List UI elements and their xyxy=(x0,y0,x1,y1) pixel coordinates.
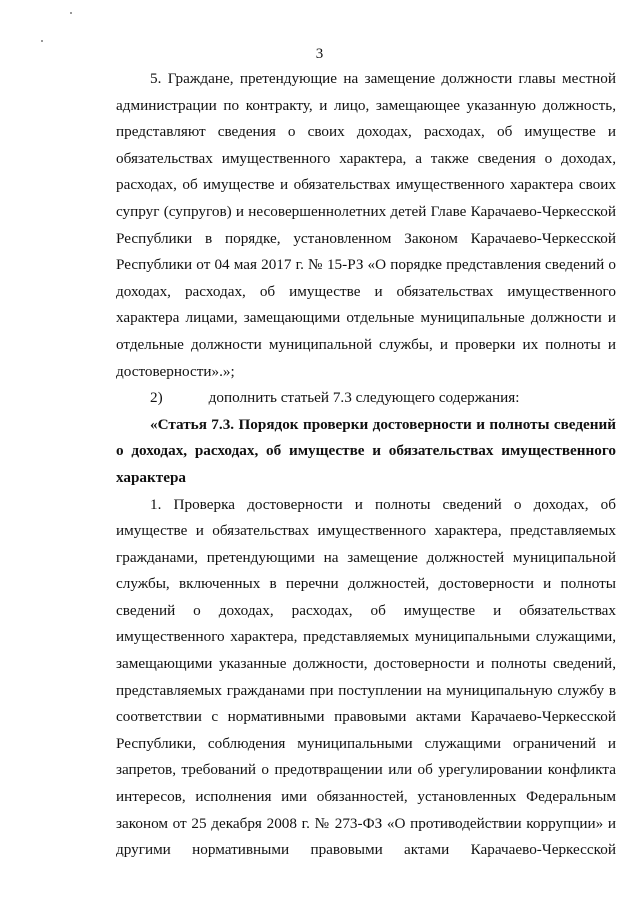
article-heading-line: «Статья 7.3. Порядок проверки достоверности и полноты сведений xyxy=(150,415,616,433)
para5-line: администрации по контракту, и лицо, замещающее указанную должность, xyxy=(116,96,616,114)
para5-line: 5. Граждане, претендующие на замещение должности главы местной xyxy=(150,70,616,87)
item2-text: дополнить статьей 7.3 следующего содержания: xyxy=(208,389,520,407)
para1-line: законом от 25 декабря 2008 г. № 273-ФЗ «О противодействии коррупции» и xyxy=(116,814,616,832)
para1-line: представляемых гражданами при поступлении на муниципальную службу в xyxy=(116,681,616,699)
para5-line: расходах, об имуществе и обязательствах имущественного характера своих xyxy=(116,176,616,194)
para5-line: представляют сведения о своих доходах, расходах, об имуществе и xyxy=(116,123,616,141)
article-heading-line: характера xyxy=(116,468,187,486)
scan-speck xyxy=(41,40,43,42)
para5-line: отдельные должности муниципальной службы, и проверки их полноты и xyxy=(116,335,616,353)
para1-line: 1. Проверка достоверности и полноты сведений о доходах, об xyxy=(150,495,616,513)
para1-line: имущественного характера, представляемых муниципальными служащими, xyxy=(116,628,616,646)
document-body xyxy=(116,66,616,864)
para1-line: сведений о доходах, расходах, об имуществе и обязательствах xyxy=(116,601,616,619)
scan-speck xyxy=(70,12,72,14)
page-number: 3 xyxy=(315,46,324,62)
para1-line: Республики, соблюдения муниципальными служащими ограничений и xyxy=(116,734,616,752)
para1-line: замещающими указанные должности, достоверности и полноты сведений, xyxy=(116,655,616,673)
article-heading-line: о доходах, расходах, об имуществе и обязательствах имущественного xyxy=(116,442,616,460)
item2 xyxy=(116,385,616,412)
item2-number: 2) xyxy=(150,389,163,407)
para5-line: характера лицами, замещающими отдельные муниципальные должности и xyxy=(116,309,616,327)
para1-line: гражданами, претендующими на замещение должностей муниципальной xyxy=(116,548,616,566)
para5-line: достоверности».»; xyxy=(116,362,235,380)
para5-line: супруг (супругов) и несовершеннолетних детей Главе Карачаево-Черкесской xyxy=(116,202,616,220)
para5-line: Республики в порядке, установленном Законом Карачаево-Черкесской xyxy=(116,229,616,247)
para5-line: доходах, расходах, об имуществе и обязательствах имущественного xyxy=(116,282,616,300)
para1-line: другими нормативными правовыми актами Карачаево-Черкесской xyxy=(116,841,616,859)
para5-line: Республики от 04 мая 2017 г. № 15-РЗ «О порядке представления сведений о xyxy=(116,256,616,274)
para1-line: службы, включенных в перечни должностей, достоверности и полноты xyxy=(116,575,616,593)
para1-line: запретов, требований о предотвращении или об урегулировании конфликта xyxy=(116,761,616,779)
para1-line: интересов, исполнения ими обязанностей, установленных Федеральным xyxy=(116,788,616,806)
para5-line: обязательствах имущественного характера, а также сведения о доходах, xyxy=(116,149,616,167)
para1-line: соответствии с нормативными правовыми актами Карачаево-Черкесской xyxy=(116,708,616,726)
para1-line: имуществе и обязательствах имущественного характера, представляемых xyxy=(116,522,616,540)
